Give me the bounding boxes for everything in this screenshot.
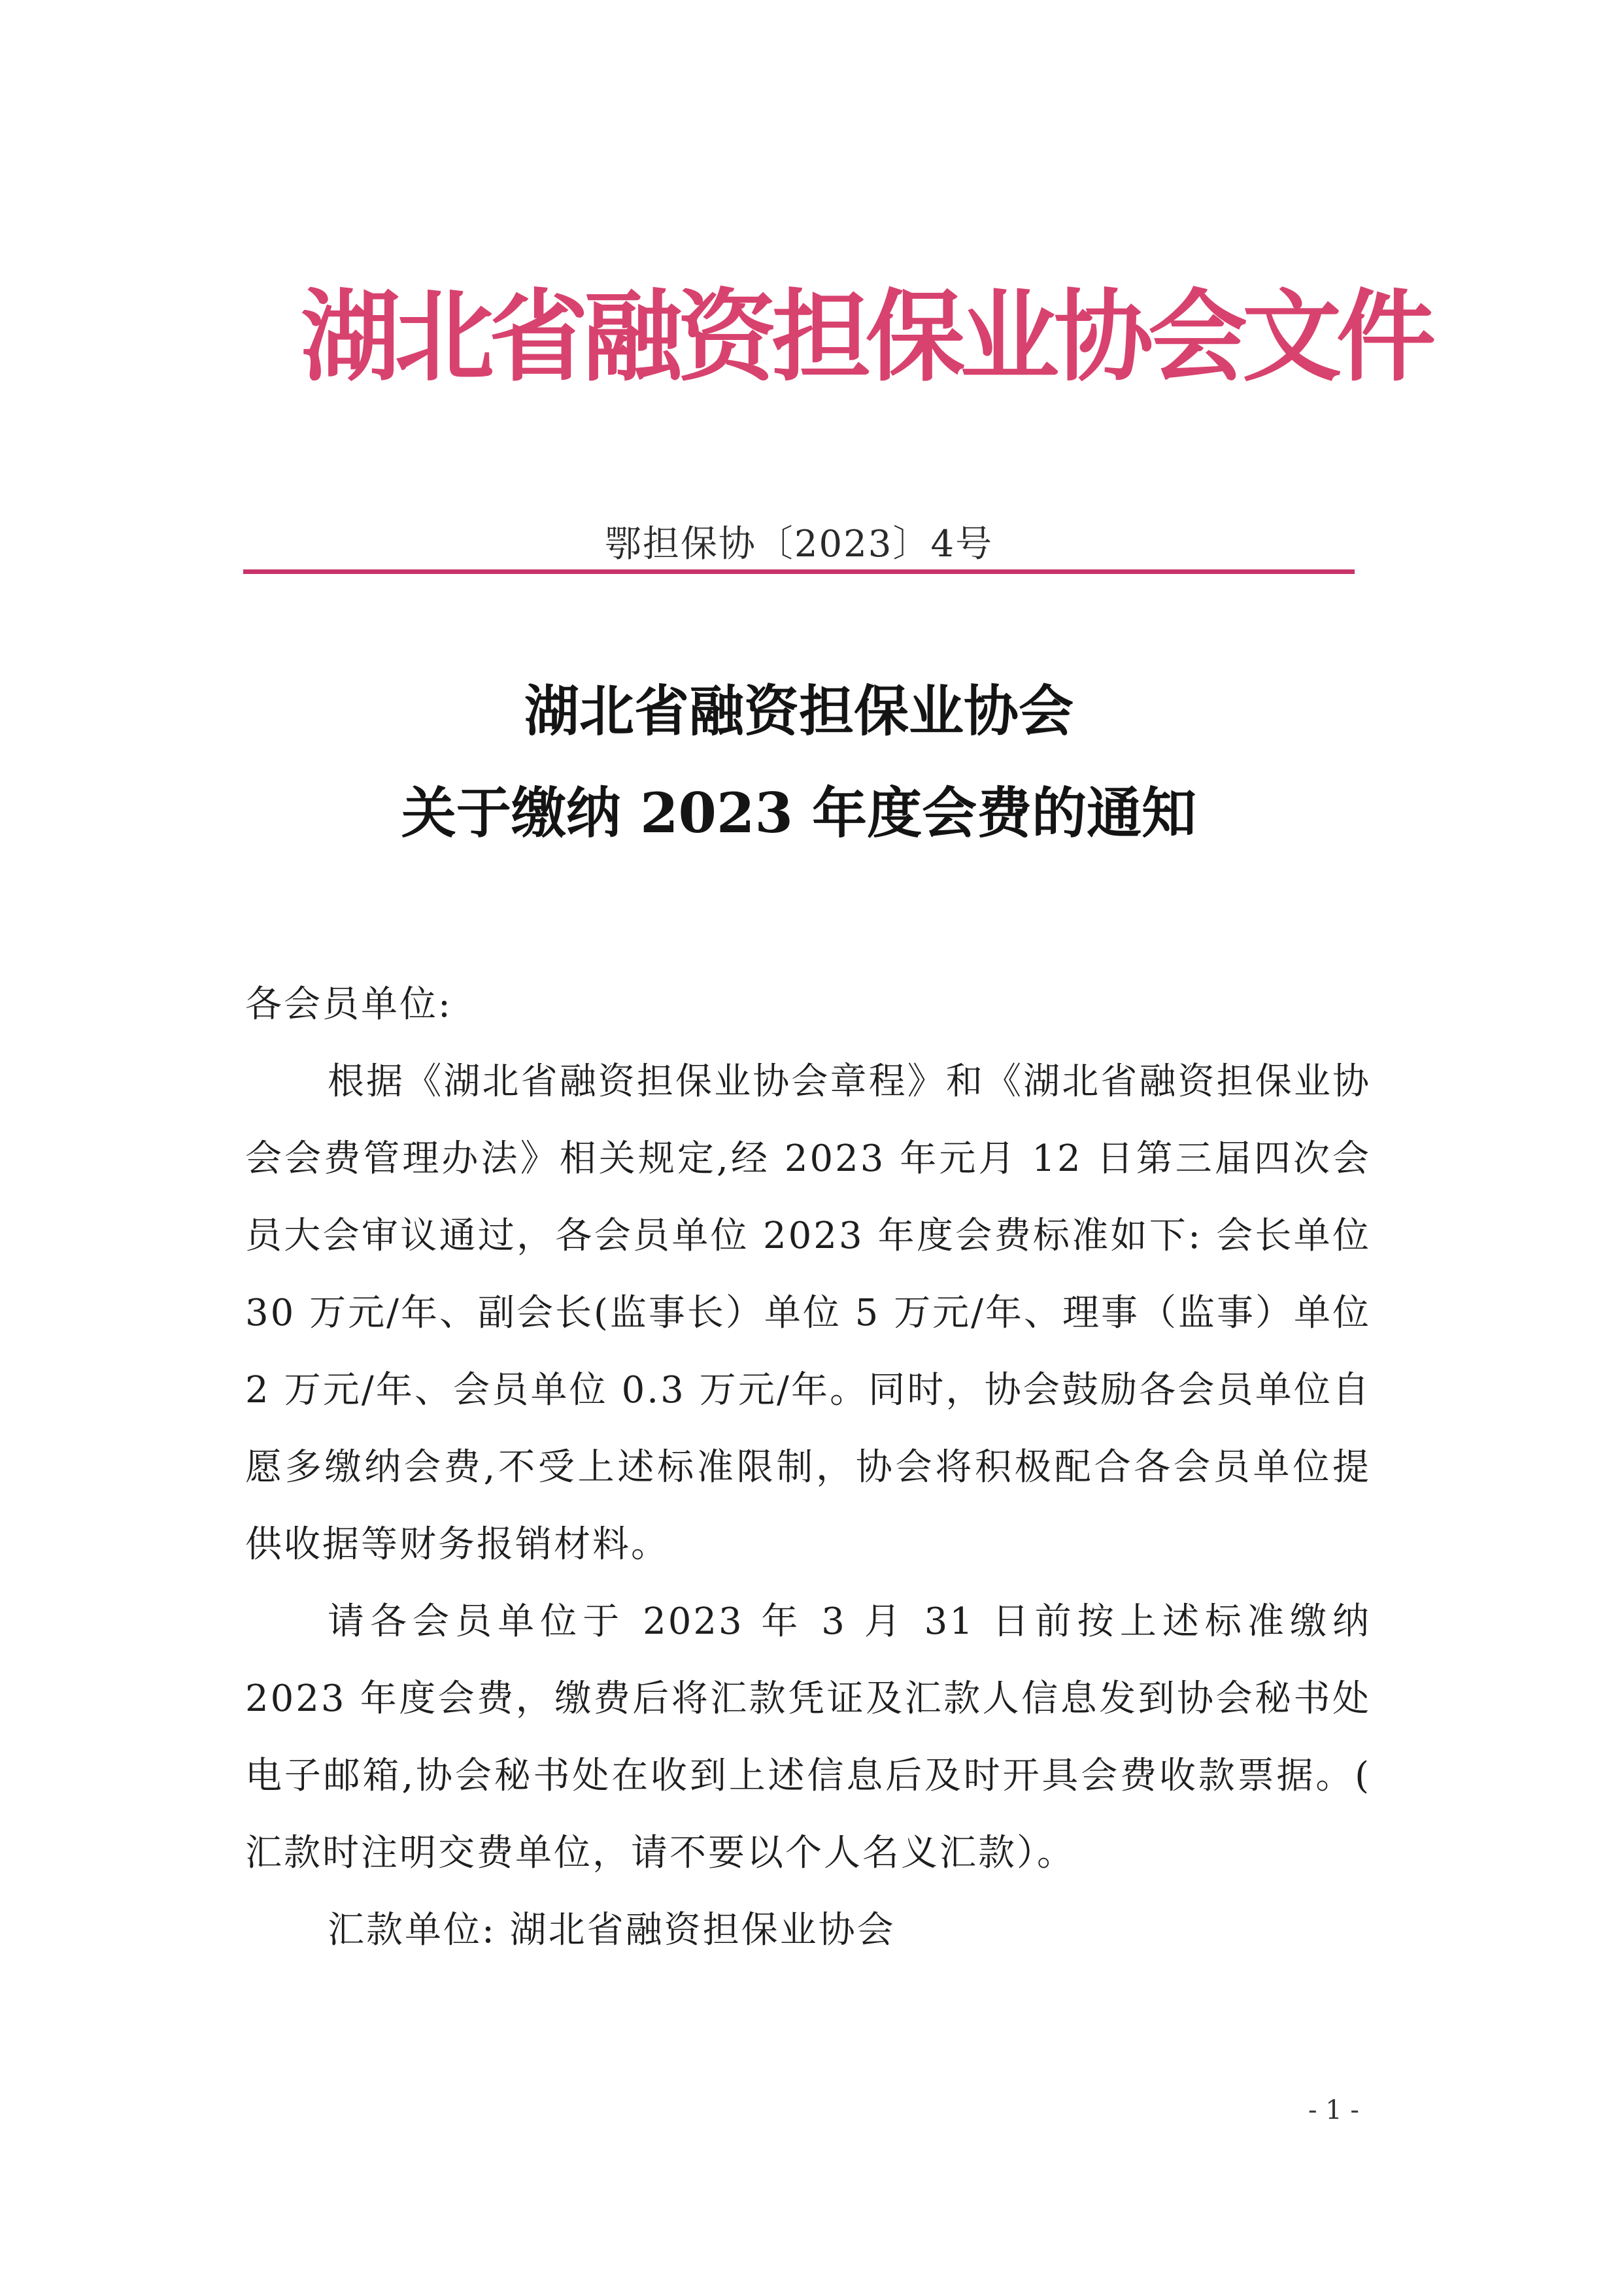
organization-header: 湖北省融资担保业协会文件: [301, 278, 1430, 395]
salutation: 各会员单位:: [245, 983, 452, 1026]
title-line-2: 关于缴纳 2023 年度会费的通知: [401, 781, 1197, 845]
paragraph-fee-standards: 根据《湖北省融资担保业协会章程》和《湖北省融资担保业协会会费管理办法》相关规定,经 2023 年元月 12 日第三届四次会员大会审议通过，各会员单位 2023 年度会费标准如下: 会长单位 30 万元/年、副会长(监事长）单位 5 万元/年、理事（监事）单位 2 万元/年、会员单位 0.3 万元/年。同时，协会鼓励各会员单位自愿多缴纳会费,不受上述标准限制，协会将积极配合各会员单位提供收据等财务报销材料。: [245, 1060, 1371, 1566]
page-number: - 1 -: [1308, 2095, 1359, 2125]
paragraph-remittance-unit: 汇款单位: 湖北省融资担保业协会: [328, 1909, 896, 1951]
paragraph-payment-deadline: 请各会员单位于 2023 年 3 月 31 日前按上述标准缴纳 2023 年度会费，缴费后将汇款凭证及汇款人信息发到协会秘书处电子邮箱,协会秘书处在收到上述信息后及时开具会费收款票据。( 汇款时注明交费单位，请不要以个人名义汇款）。: [245, 1600, 1371, 1874]
title-line-1: 湖北省融资担保业协会: [524, 679, 1074, 743]
notice-body: [245, 966, 1371, 1969]
document-number: 鄂担保协〔2023〕4号: [604, 523, 994, 565]
red-separator-line: [243, 569, 1355, 574]
notice-title: [243, 660, 1355, 864]
